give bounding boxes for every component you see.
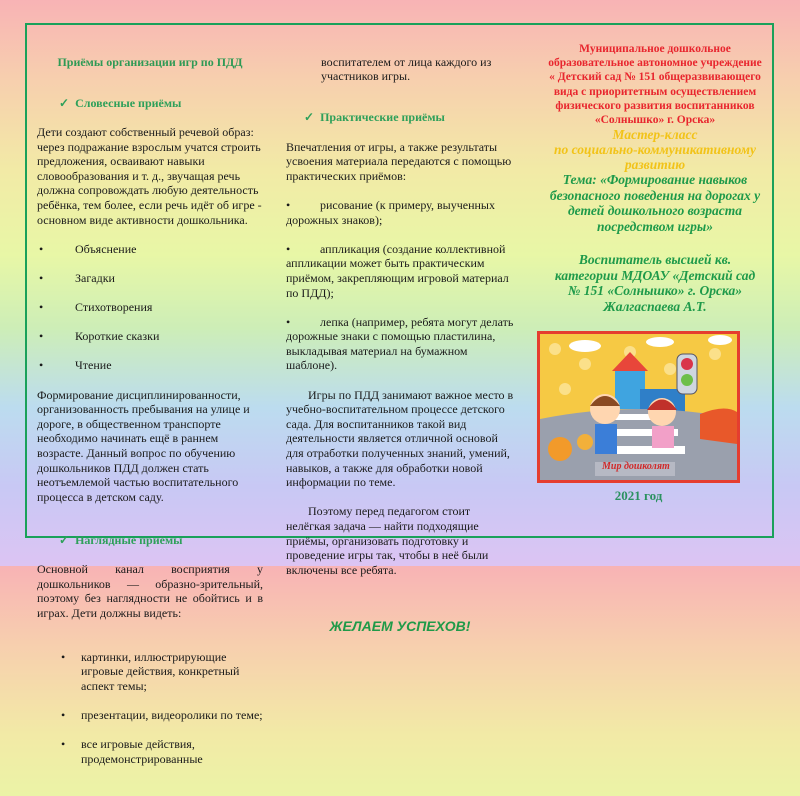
left-column <box>37 40 263 796</box>
visual-list <box>37 635 263 781</box>
wish-text: ЖЕЛАЕМ УСПЕХОВ! <box>329 617 471 634</box>
list-item: • Короткие сказки <box>39 329 160 344</box>
list-item: • Чтение <box>39 358 112 373</box>
list-item: • аппликация (создание коллективной аппликации может быть практическим приёмом, закрепляющим игровой материал по ПДД); <box>286 241 509 300</box>
list-item: • все игровые действия, продемонстрированные <box>81 737 263 766</box>
list-item: • Стихотворения <box>39 300 153 315</box>
visual-heading: ✓ Наглядные приёмы <box>59 533 183 547</box>
section-title: Приёмы организации игр по ПДД <box>57 54 243 69</box>
check-icon: ✓ <box>59 533 70 547</box>
masterclass-title: Мастер-класс по социально-коммуникативному развитию <box>554 127 756 173</box>
list-item: • рисование (к примеру, выученных дорожных знаков); <box>286 197 495 227</box>
middle-column <box>286 40 514 650</box>
discipline-text: Формирование дисциплинированности, организованность пребывания на улице и дороге, в общественном транспорте необходимо начинать ещё в раннем возрасте. Данный вопрос по обучению дошкольников ПДД должен стать неотъемлемой частью воспитательного процесса в детском саду. <box>37 387 250 504</box>
check-icon: ✓ <box>59 95 70 110</box>
visual-text: Основной канал восприятия у дошкольников — образно-зрительный, поэтому без наглядности не обойтись и в играх. Дети должны видеть: <box>37 562 263 620</box>
practical-heading: ✓ Практические приёмы <box>304 110 445 125</box>
list-item: • Загадки <box>39 270 115 285</box>
picture-caption: Мир дошколят <box>602 461 670 472</box>
practical-text: Впечатления от игры, а также результаты усвоения материала передаются с помощью практических приёмов: <box>286 139 512 183</box>
paragraph: Поэтому перед педагогом стоит нелёгкая задача — найти подходящие приёмы, организовать подготовку и проведение игры так, чтобы в неё были включены все ребята. <box>286 504 489 577</box>
topic-title: Тема: «Формирование навыков безопасного поведения на дорогах у детей дошкольного возраста посредством игры» <box>549 172 761 234</box>
list-item: • презентации, видеоролики по теме; <box>81 708 263 723</box>
verbal-heading: ✓ Словесные приёмы <box>59 95 182 110</box>
illustration-children-crossing <box>537 331 740 483</box>
right-column <box>530 42 780 314</box>
list-item: • Объяснение <box>39 241 137 256</box>
verbal-text: Дети создают собственный речевой образ: через подражание взрослым учатся строить предложения, осваивают навыки словообразования и т. д., звучащая речь должна сопровождать любую деятельность ребёнка, тем более, если речь идёт об игре - основном виде активности дошкольника. <box>37 124 262 227</box>
year-label: 2021 год <box>614 488 663 503</box>
check-icon: ✓ <box>304 110 315 125</box>
continuation-text: воспитателем от лица каждого из участников игры. <box>321 54 492 84</box>
institution-name: Муниципальное дошкольное образовательное автономное учреждение « Детский сад № 151 общеразвивающего вида с приоритетным осуществлением физического развития воспитанников «Солнышко» г. Орска» <box>548 43 762 127</box>
author-info: Воспитатель высшей кв. категории МДОАУ «Детский сад № 151 «Солнышко» г. Орска» Жалгаспаева А.Т. <box>554 252 756 314</box>
paragraph: Игры по ПДД занимают важное место в учебно-воспитательном процессе детского сада. Для воспитанников такой вид деятельности является отличной основой для отработки полученных знаний, умений, навыков, а также для обработки новой информации по теме. <box>286 387 514 490</box>
list-item: • картинки, иллюстрирующие игровые действия, конкретный аспект темы; <box>81 650 263 694</box>
crosswalk-illustration <box>540 334 737 480</box>
list-item: • лепка (например, ребята могут делать дорожные знаки с помощью пластилина, выкладывая материал на бумажном шаблоне). <box>286 314 514 373</box>
